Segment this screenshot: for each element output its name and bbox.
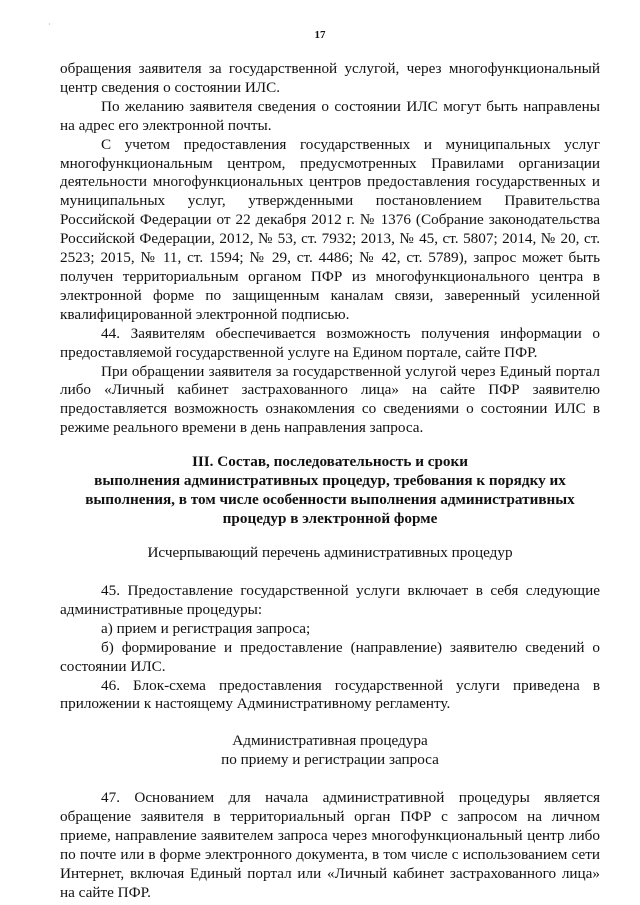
- paragraph-portal-access: При обращении заявителя за государственной услугой через Единый портал либо «Личный кабинет застрахованного лица» на сайте ПФР заявителю предоставляется возможность ознакомления со сведениями о состоянии ИЛС в режиме реального времени в день направления запроса.: [60, 362, 600, 437]
- page-number: 17: [314, 29, 326, 41]
- scan-mark: ·: [48, 20, 51, 29]
- paragraph-44: 44. Заявителям обеспечивается возможность получения информации о предоставляемой государственной услуге на Едином портале, сайте ПФР.: [60, 324, 600, 361]
- list-item-a: а) прием и регистрация запроса;: [101, 619, 311, 637]
- paragraph-mfc-request: С учетом предоставления государственных и муниципальных услуг многофункциональным центром, предусмотренных Правилами организации деятельности многофункциональных центров предоставления государственных и муниципальных услуг, утвержденными постановлением Правительства Российской Федерации от 22 декабря 2012 г. № 1376 (Собрание законодательства Российской Федерации, 2012, № 53, ст. 7932; 2013, № 45, ст. 5807; 2014, № 20, ст. 2523; 2015, № 11, ст. 1594; № 29, ст. 4486; № 42, ст. 5789), запрос может быть получен территориальным органом ПФР из многофункционального центра в электронной форме по защищенным каналам связи, заверенный усиленной квалифицированной электронной подписью.: [60, 135, 600, 323]
- subsection-title-line-2: по приему и регистрации запроса: [221, 751, 439, 769]
- section-title: [60, 452, 600, 528]
- paragraph-45: 45. Предоставление государственной услуги включает в себя следующие административные процедуры:: [60, 582, 600, 618]
- paragraph-continuation: обращения заявителя за государственной услугой, через многофункциональный центр сведения о состоянии ИЛС.: [60, 60, 600, 96]
- section-title-line-1: III. Состав, последовательность и сроки: [191, 453, 469, 471]
- paragraph-46: 46. Блок-схема предоставления государственной услуги приведена в приложении к настоящему Административному регламенту.: [60, 676, 600, 713]
- list-item-b: б) формирование и предоставление (направление) заявителю сведений о состоянии ИЛС.: [60, 638, 600, 675]
- subsection-title-procedures: Исчерпывающий перечень административных процедур: [147, 544, 513, 562]
- subsection-title-registration: [60, 732, 600, 770]
- subsection-title-line-1: Административная процедура: [232, 732, 428, 750]
- paragraph-email-option: По желанию заявителя сведения о состоянии ИЛС могут быть направлены на адрес его электронной почты.: [60, 97, 600, 134]
- paragraph-47: 47. Основанием для начала административной процедуры является обращение заявителя в территориальный орган ПФР с запросом на личном приеме, направление заявителем запроса через многофункциональный центр либо по почте или в форме электронного документа, в том числе с использованием сети Интернет, включая Единый портал или «Личный кабинет застрахованного лица» на сайте ПФР.: [60, 789, 600, 901]
- document-body: [60, 60, 600, 903]
- section-title-line-2: выполнения административных процедур, требования к порядку их выполнения, в том числе особенности выполнения административных процедур в электронной форме: [85, 472, 575, 528]
